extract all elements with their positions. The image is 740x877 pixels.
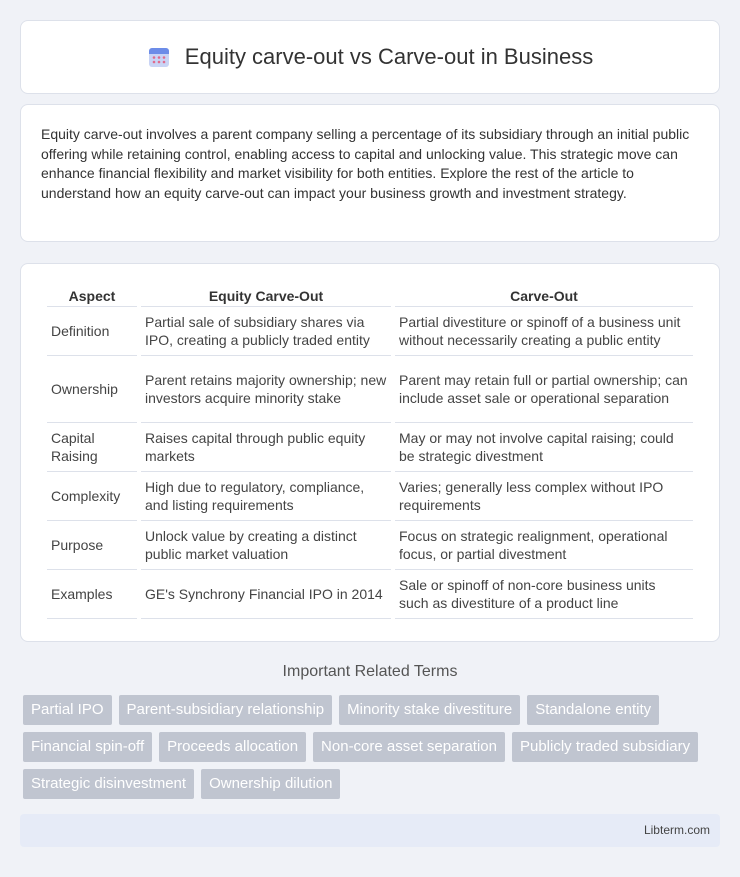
- related-term-tag[interactable]: Publicly traded subsidiary: [512, 732, 698, 762]
- row-equity-carve-out: Partial sale of subsidiary shares via IPO, creating a publicly traded entity: [141, 307, 391, 356]
- table-header-row: [47, 284, 693, 307]
- row-carve-out: Focus on strategic realignment, operational focus, or partial divestment: [395, 521, 693, 570]
- row-equity-carve-out: Raises capital through public equity markets: [141, 423, 391, 472]
- footer: [20, 814, 720, 847]
- related-term-tag[interactable]: Non-core asset separation: [313, 732, 505, 762]
- table-row: [47, 356, 693, 423]
- title-card: [20, 20, 720, 94]
- page-title: Equity carve-out vs Carve-out in Business: [184, 44, 594, 69]
- header-equity-carve-out: Equity Carve-Out: [141, 284, 391, 307]
- related-term-tag[interactable]: Parent-subsidiary relationship: [119, 695, 333, 725]
- row-equity-carve-out: Unlock value by creating a distinct public market valuation: [141, 521, 391, 570]
- comparison-table-card: [20, 263, 720, 642]
- row-aspect: Complexity: [47, 472, 137, 521]
- row-equity-carve-out: GE's Synchrony Financial IPO in 2014: [141, 570, 391, 619]
- intro-text: Equity carve-out involves a parent company selling a percentage of its subsidiary through an initial public offering while retaining control, enabling access to capital and unlocking value. This strategic move can enhance financial flexibility and market visibility for both entities. Explore the rest of the article to understand how an equity carve-out can impact your business growth and investment strategy.: [41, 126, 690, 201]
- table-row: [47, 423, 693, 472]
- row-carve-out: Partial divestiture or spinoff of a business unit without necessarily creating a public entity: [395, 307, 693, 356]
- related-terms-heading: Important Related Terms: [282, 663, 458, 680]
- related-term-tag[interactable]: Ownership dilution: [201, 769, 340, 799]
- related-term-tag[interactable]: Minority stake divestiture: [339, 695, 520, 725]
- calendar-icon: [147, 45, 171, 69]
- row-aspect: Capital Raising: [47, 423, 137, 472]
- related-terms-list: [23, 695, 723, 799]
- related-term-tag[interactable]: Proceeds allocation: [159, 732, 306, 762]
- related-term-tag[interactable]: Partial IPO: [23, 695, 112, 725]
- related-term-tag[interactable]: Standalone entity: [527, 695, 659, 725]
- table-row: [47, 307, 693, 356]
- row-equity-carve-out: Parent retains majority ownership; new investors acquire minority stake: [141, 356, 391, 423]
- related-term-tag[interactable]: Strategic disinvestment: [23, 769, 194, 799]
- row-carve-out: May or may not involve capital raising; could be strategic divestment: [395, 423, 693, 472]
- table-row: [47, 521, 693, 570]
- comparison-table: [43, 284, 697, 619]
- intro-card: [20, 104, 720, 242]
- row-carve-out: Parent may retain full or partial ownership; can include asset sale or operational separation: [395, 356, 693, 423]
- header-aspect: Aspect: [47, 284, 137, 307]
- table-row: [47, 570, 693, 619]
- row-aspect: Purpose: [47, 521, 137, 570]
- row-aspect: Definition: [47, 307, 137, 356]
- row-aspect: Examples: [47, 570, 137, 619]
- row-carve-out: Varies; generally less complex without IPO requirements: [395, 472, 693, 521]
- table-row: [47, 472, 693, 521]
- row-aspect: Ownership: [47, 356, 137, 423]
- row-carve-out: Sale or spinoff of non-core business units such as divestiture of a product line: [395, 570, 693, 619]
- header-carve-out: Carve-Out: [395, 284, 693, 307]
- footer-site-link[interactable]: Libterm.com: [643, 823, 710, 837]
- related-term-tag[interactable]: Financial spin-off: [23, 732, 152, 762]
- row-equity-carve-out: High due to regulatory, compliance, and listing requirements: [141, 472, 391, 521]
